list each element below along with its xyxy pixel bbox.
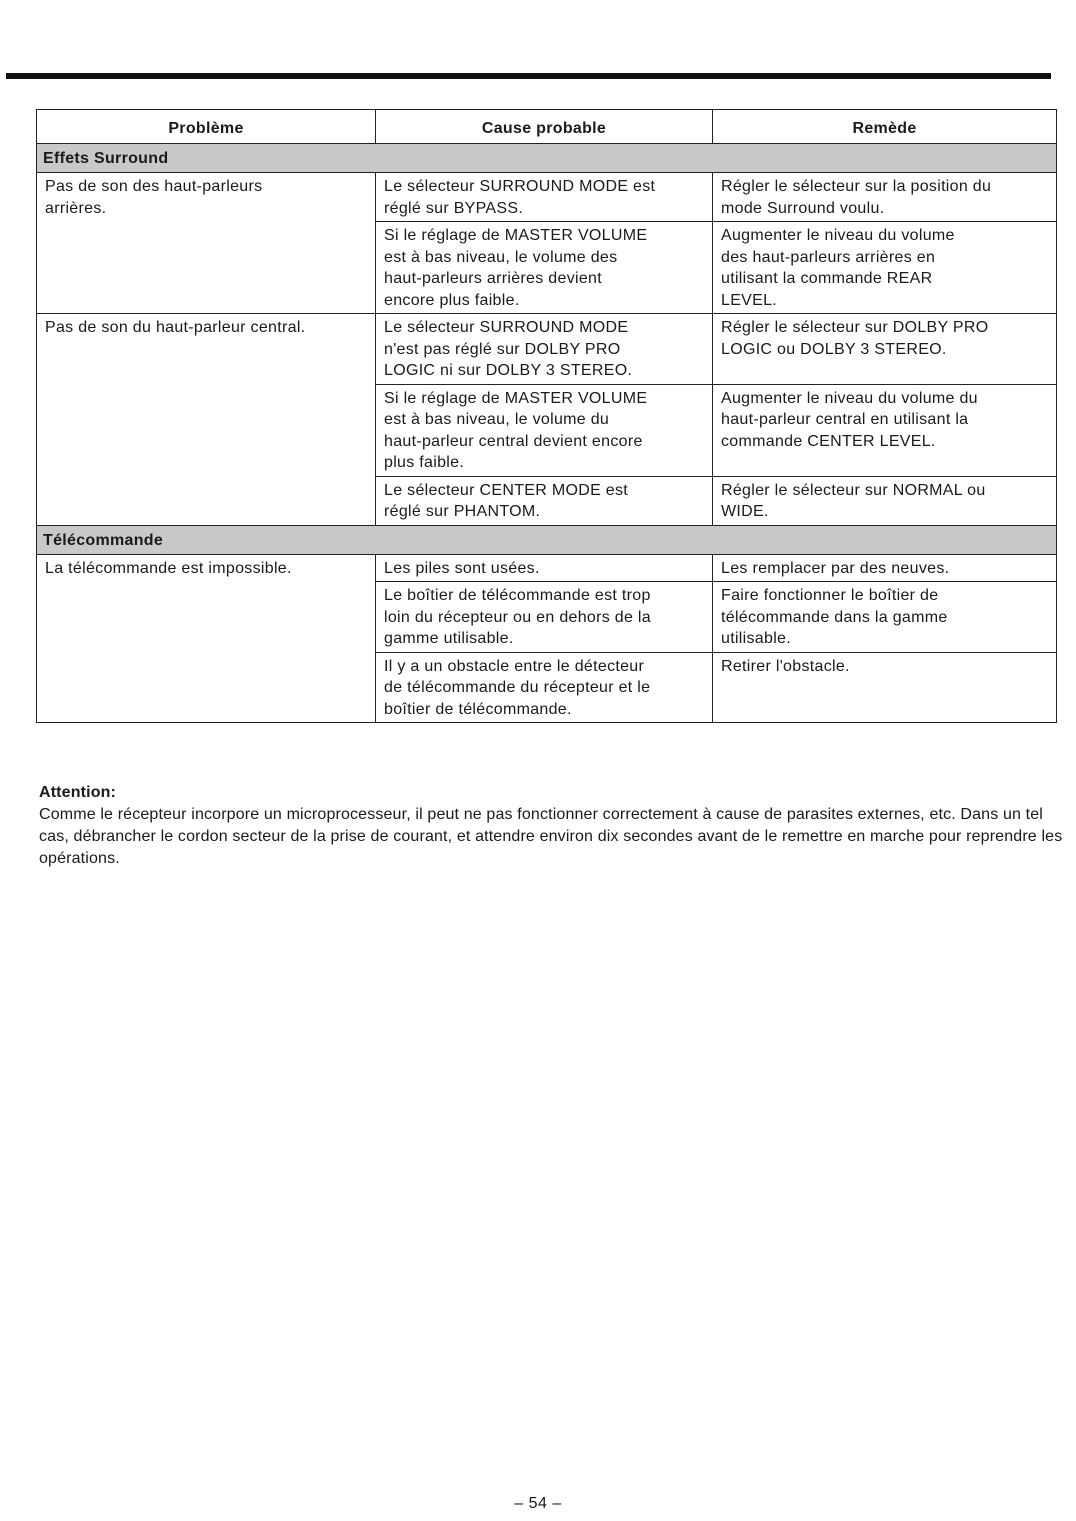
cause-cell: Si le réglage de MASTER VOLUME est à bas niveau, le volume des haut-parleurs arrières devient encore plus faible. — [376, 222, 713, 314]
remedy-cell: Les remplacer par des neuves. — [713, 554, 1057, 582]
table-header-row — [37, 110, 1057, 144]
attention-title: Attention: — [39, 784, 117, 801]
troubleshooting-table — [36, 109, 1057, 723]
header-cause: Cause probable — [376, 110, 713, 144]
remedy-cell: Régler le sélecteur sur DOLBY PRO LOGIC ou DOLBY 3 STEREO. — [713, 314, 1057, 385]
section-row-telecommande — [37, 525, 1057, 554]
remedy-cell: Faire fonctionner le boîtier de télécommande dans la gamme utilisable. — [713, 582, 1057, 653]
header-probleme: Problème — [37, 110, 376, 144]
top-rule — [6, 73, 1051, 79]
section-row-surround — [37, 144, 1057, 173]
remedy-cell: Retirer l'obstacle. — [713, 652, 1057, 723]
attention-body: Comme le récepteur incorpore un microprocesseur, il peut ne pas fonctionner correctement à cause de parasites externes, etc. Dans un tel cas, débrancher le cordon secteur de la prise de courant, et attendre environ dix secondes avant de le remettre en marche pour reprendre les opérations. — [39, 806, 1063, 867]
remedy-cell: Régler le sélecteur sur la position du mode Surround voulu. — [713, 173, 1057, 222]
page-number: – 54 – — [514, 1495, 562, 1512]
section-title-surround: Effets Surround — [37, 144, 1057, 173]
cause-cell: Le sélecteur SURROUND MODE n'est pas réglé sur DOLBY PRO LOGIC ni sur DOLBY 3 STEREO. — [376, 314, 713, 385]
problem-cell: La télécommande est impossible. — [37, 554, 376, 723]
header-remede: Remède — [713, 110, 1057, 144]
cause-cell: Le boîtier de télécommande est trop loin du récepteur ou en dehors de la gamme utilisable. — [376, 582, 713, 653]
cause-cell: Les piles sont usées. — [376, 554, 713, 582]
remedy-cell: Augmenter le niveau du volume des haut-parleurs arrières en utilisant la commande REAR LEVEL. — [713, 222, 1057, 314]
table-row — [37, 554, 1057, 582]
problem-cell: Pas de son des haut-parleurs arrières. — [37, 173, 376, 314]
section-title-telecommande: Télécommande — [37, 525, 1057, 554]
table-row — [37, 314, 1057, 385]
cause-cell: Le sélecteur CENTER MODE est réglé sur PHANTOM. — [376, 476, 713, 525]
cause-cell: Si le réglage de MASTER VOLUME est à bas niveau, le volume du haut-parleur central devient encore plus faible. — [376, 384, 713, 476]
problem-cell: Pas de son du haut-parleur central. — [37, 314, 376, 526]
table-row — [37, 173, 1057, 222]
cause-cell: Le sélecteur SURROUND MODE est réglé sur BYPASS. — [376, 173, 713, 222]
remedy-cell: Régler le sélecteur sur NORMAL ou WIDE. — [713, 476, 1057, 525]
cause-cell: Il y a un obstacle entre le détecteur de télécommande du récepteur et le boîtier de télécommande. — [376, 652, 713, 723]
attention-note — [39, 782, 1063, 870]
remedy-cell: Augmenter le niveau du volume du haut-parleur central en utilisant la commande CENTER LEVEL. — [713, 384, 1057, 476]
